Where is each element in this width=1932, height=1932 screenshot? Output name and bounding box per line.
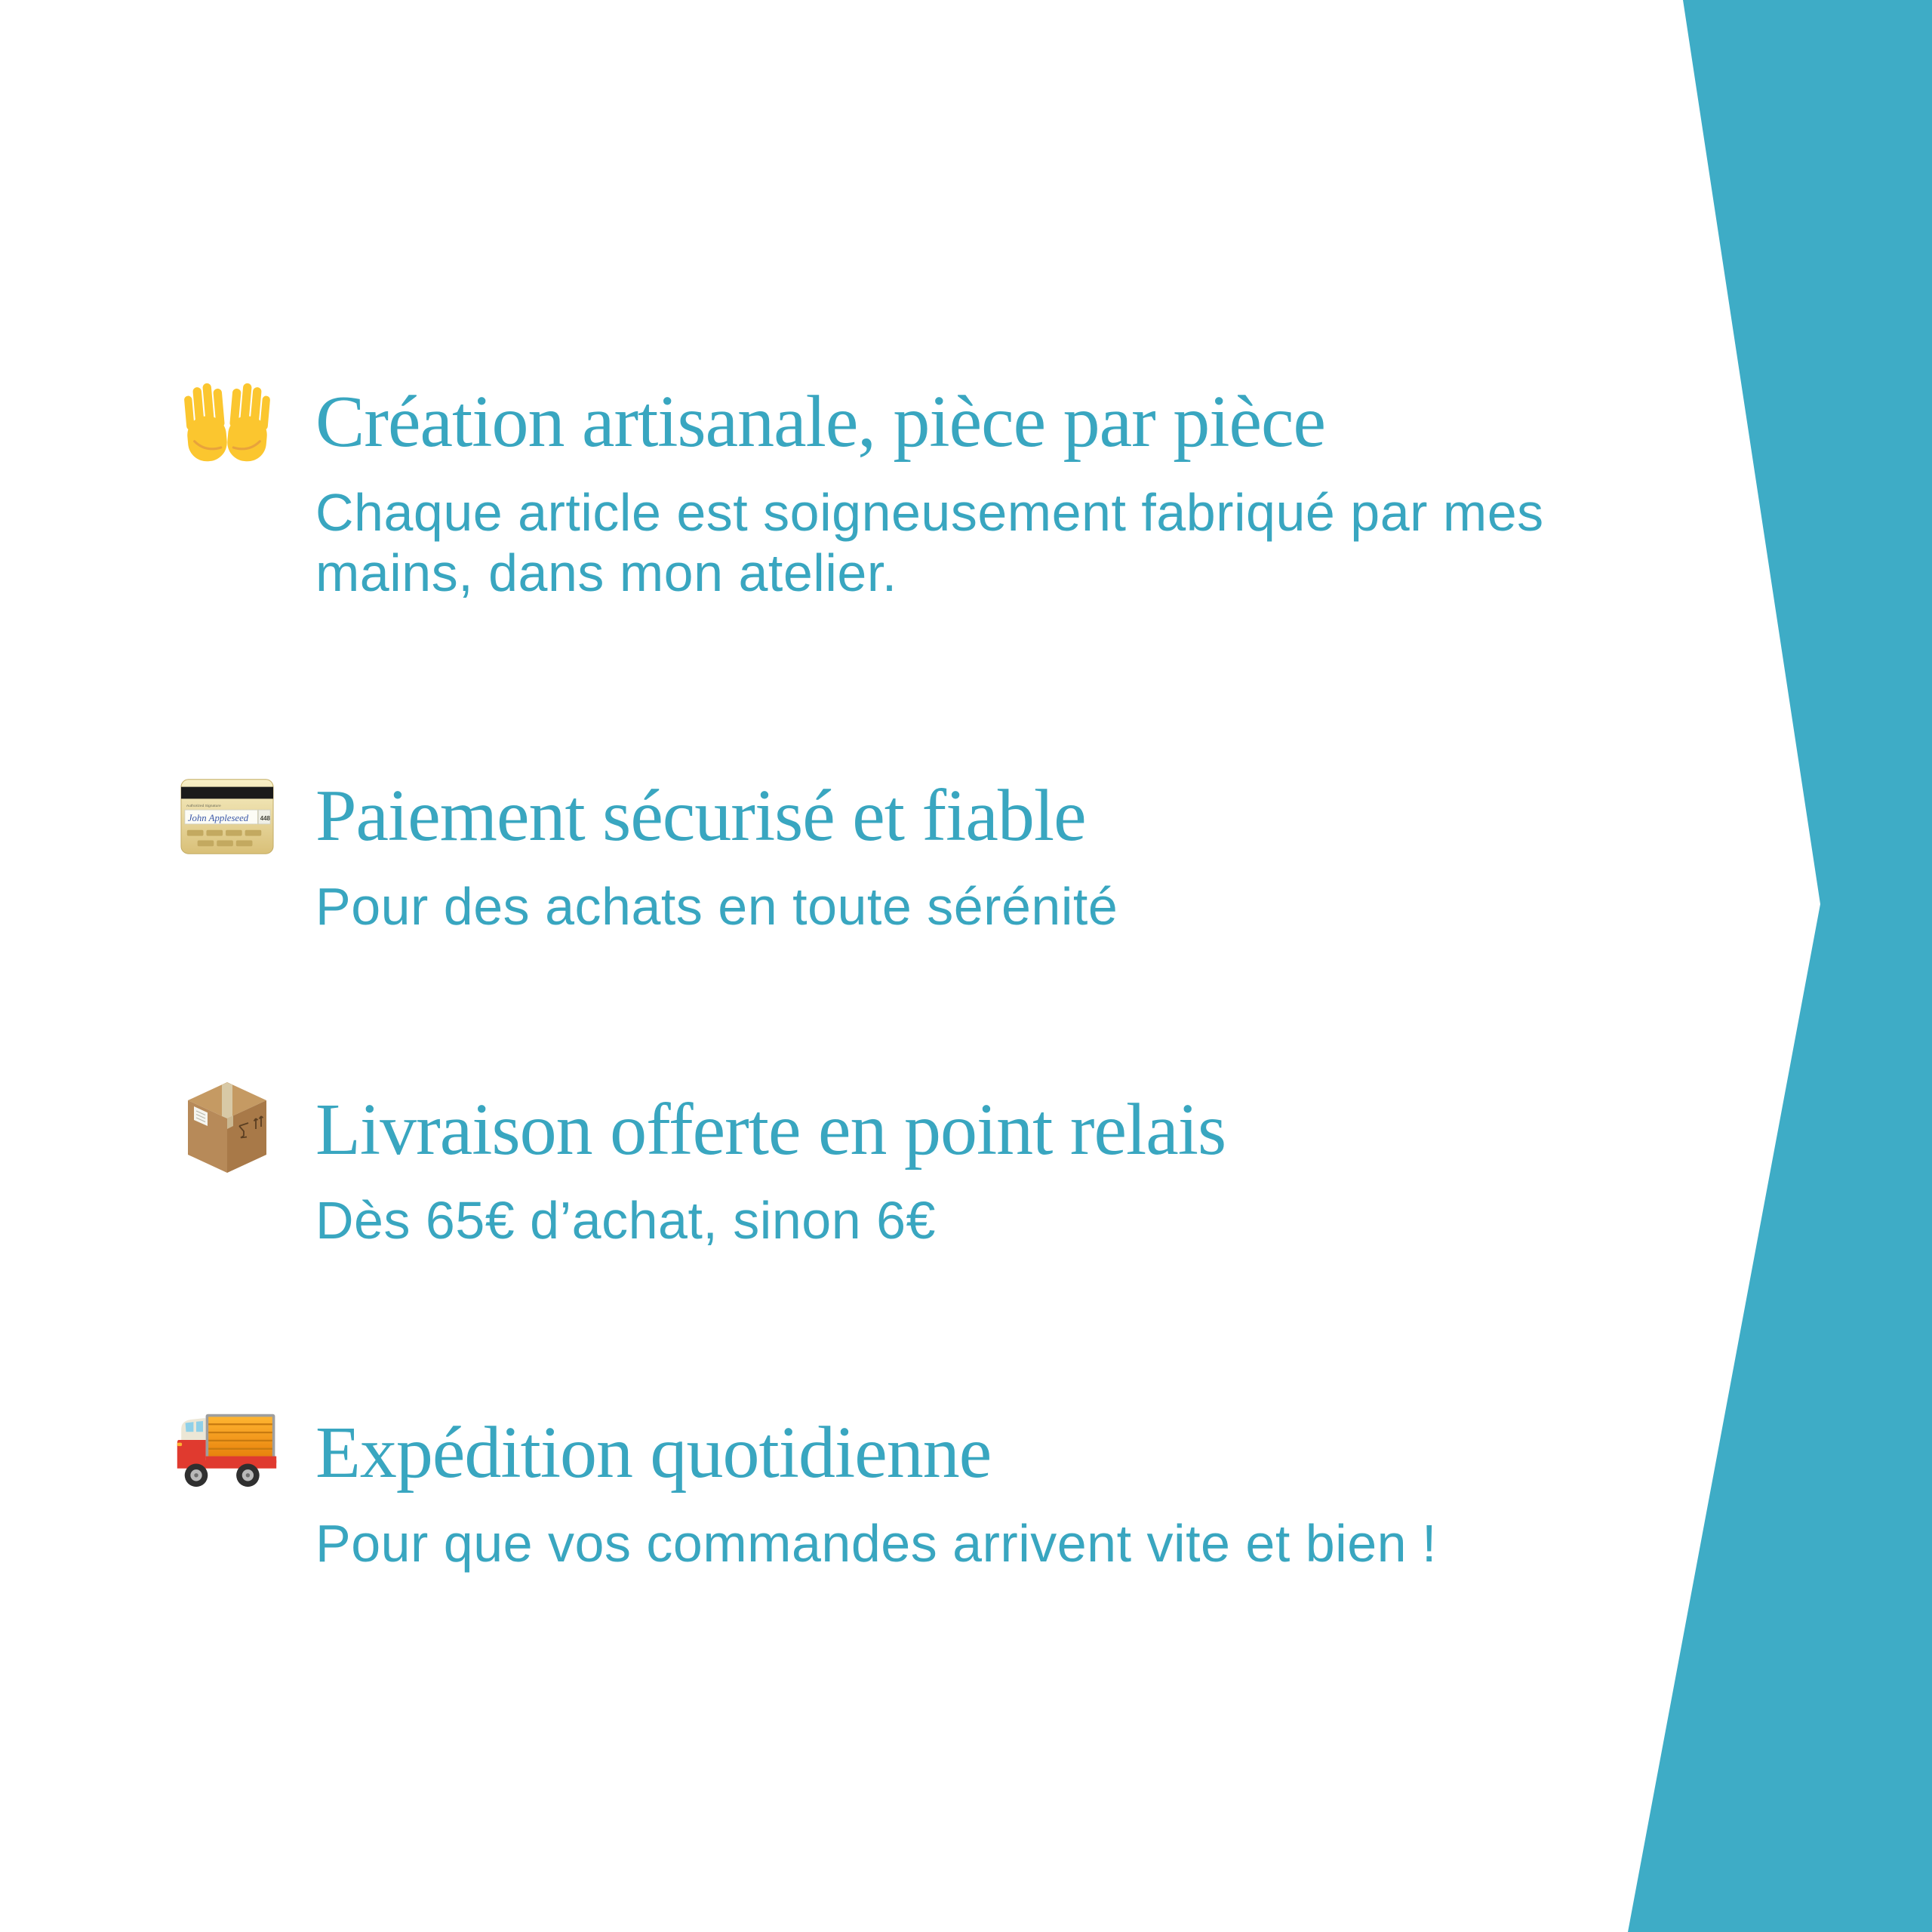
chevron-band-shape: [1628, 0, 1932, 1932]
feature-subtitle: Dès 65€ d’achat, sinon 6€: [315, 1191, 936, 1250]
card-signature-text: John Appleseed: [187, 812, 248, 823]
feature-item-artisanal: [176, 370, 1685, 604]
feature-title: Expédition quotidienne: [315, 1412, 992, 1494]
feature-item-shipping: [176, 1401, 1685, 1574]
feature-subtitle: Pour que vos commandes arrivent vite et bien !: [315, 1514, 1437, 1573]
delivery-truck-icon: [176, 1401, 278, 1506]
feature-title: Paiement sécurisé et fiable: [315, 775, 1086, 857]
feature-title: Livraison offerte en point relais: [315, 1089, 1226, 1171]
feature-subtitle: Chaque article est soigneusement fabriqué par mes mains, dans mon atelier.: [315, 483, 1544, 602]
feature-subtitle: Pour des achats en toute sérénité: [315, 877, 1118, 936]
feature-item-delivery: [176, 1078, 1685, 1251]
palms-up-icon: [176, 370, 278, 475]
card-code-text: 448: [260, 814, 270, 822]
credit-card-icon: [176, 764, 278, 869]
card-label-text: Authorized Signature: [186, 804, 221, 809]
package-icon: [176, 1078, 278, 1183]
feature-title: Création artisanale, pièce par pièce: [315, 381, 1325, 463]
feature-item-payment: [176, 764, 1685, 937]
